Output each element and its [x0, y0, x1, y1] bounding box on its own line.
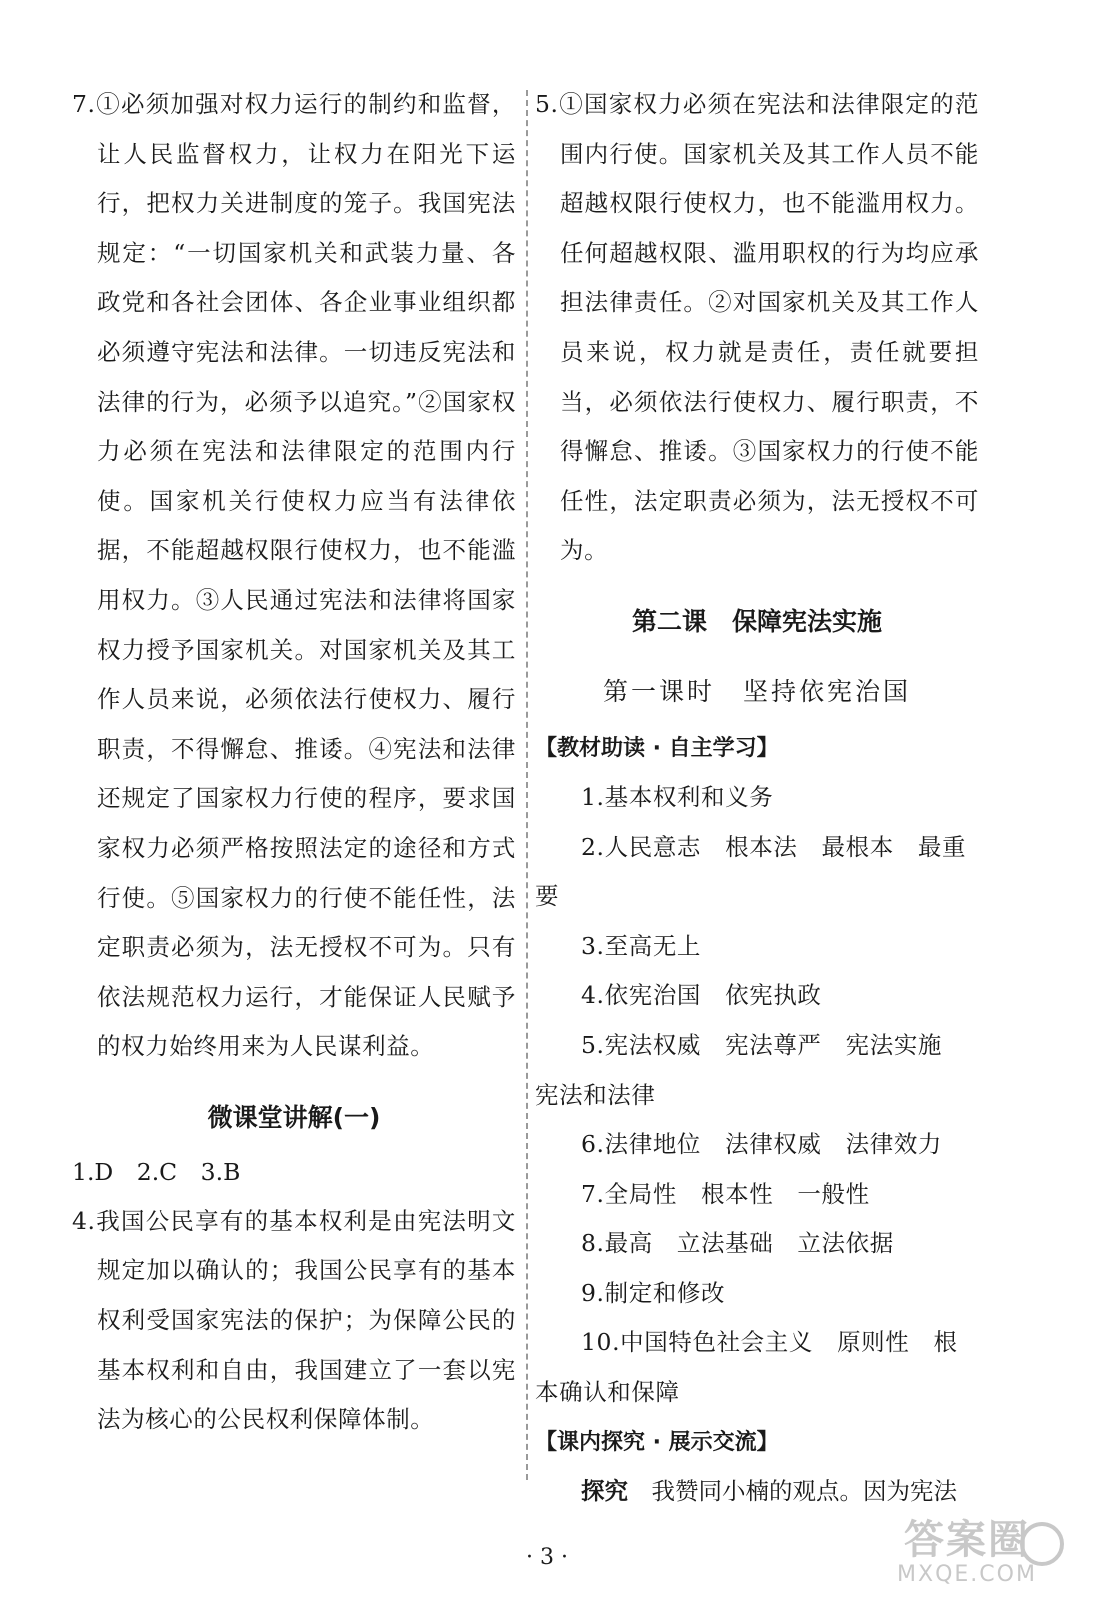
watermark-circle-icon	[1020, 1522, 1064, 1566]
list-item: 2.人民意志 根本法 最根本 最重要	[535, 832, 967, 911]
exploration-text: 我赞同小楠的观点。因为宪法	[651, 1476, 957, 1505]
period-title: 第一课时 坚持依宪治国	[602, 676, 911, 706]
section-title-micro-class: 微课堂讲解(一)	[207, 1102, 381, 1132]
answer-item-7: 7.①必须加强对权力运行的制约和监督，让人民监督权力，让权力在阳光下运行，把权力关进制度的笼子。我国宪法规定：“一切国家机关和武装力量、各政党和各社会团体、各企业事业组织都必须遵守宪法和法律。一切违反宪法和法律的行为，必须予以追究。”②国家权力必须在宪法和法律限定的范围内行使。国家机关行使权力应当有法律依据，不能超越权限行使权力，也不能滥用权力。③人民通过宪法和法律将国家权力授予国家机关。对国家机关及其工作人员来说，必须依法行使权力、履行职责，不得懈怠、推诿。④宪法和法律还规定了国家权力行使的程序，要求国家权力必须严格按照法定的途径和方式行使。⑤国家权力的行使不能任性，法定职责必须为，法无授权不可为。只有依法规范权力运行，才能保证人民赋予的权力始终用来为人民谋利益。	[72, 90, 516, 1061]
list-item: 8.最高 立法基础 立法依据	[581, 1229, 894, 1258]
answer-item-4: 4.我国公民享有的基本权利是由宪法明文规定加以确认的；我国公民享有的基本权利受国家宪法的保护；为保障公民的基本权利和自由，我国建立了一套以宪法为核心的公民权利保障体制。	[72, 1206, 516, 1434]
list-item: 5.宪法权威 宪法尊严 宪法实施 宪法和法律	[535, 1030, 967, 1109]
answer-item-5: 5.①国家权力必须在宪法和法律限定的范围内行使。国家机关及其工作人员不能超越权限行使权力，也不能滥用权力。任何超越权限、滥用职权的行为均应承担法律责任。②对国家机关及其工作人员来说，权力就是责任，责任就要担当，必须依法行使权力、履行职责，不得懈怠、推诿。③国家权力的行使不能任性，法定职责必须为，法无授权不可为。	[535, 90, 979, 565]
site-watermark	[862, 1518, 1072, 1592]
watermark-text: 答案圈	[904, 1517, 1030, 1563]
study-answer-list	[535, 773, 979, 1418]
section-heading-class-exploration: 【课内探究 · 展示交流】	[535, 1429, 779, 1455]
list-item: 4.依宪治国 依宪执政	[581, 981, 822, 1010]
lesson-title: 第二课 保障宪法实施	[631, 606, 882, 636]
section-heading-textbook-reading: 【教材助读 · 自主学习】	[535, 735, 779, 761]
page-number: · 3 ·	[526, 1545, 568, 1570]
list-item: 3.至高无上	[581, 931, 702, 960]
list-item: 10.中国特色社会主义 原则性 根本确认和保障	[535, 1328, 958, 1407]
watermark-domain: MXQE.COM	[897, 1562, 1037, 1587]
list-item: 9.制定和修改	[581, 1278, 726, 1307]
list-item: 1.基本权利和义务	[581, 782, 774, 811]
choice-answers: 1.D 2.C 3.B	[72, 1157, 241, 1186]
left-column	[72, 80, 516, 1445]
right-column	[535, 80, 979, 1516]
column-divider	[526, 90, 528, 1480]
exploration-answer	[535, 1467, 979, 1516]
exploration-label: 探究	[581, 1476, 628, 1505]
list-item: 7.全局性 根本性 一般性	[581, 1179, 870, 1208]
list-item: 6.法律地位 法律权威 法律效力	[581, 1130, 943, 1159]
